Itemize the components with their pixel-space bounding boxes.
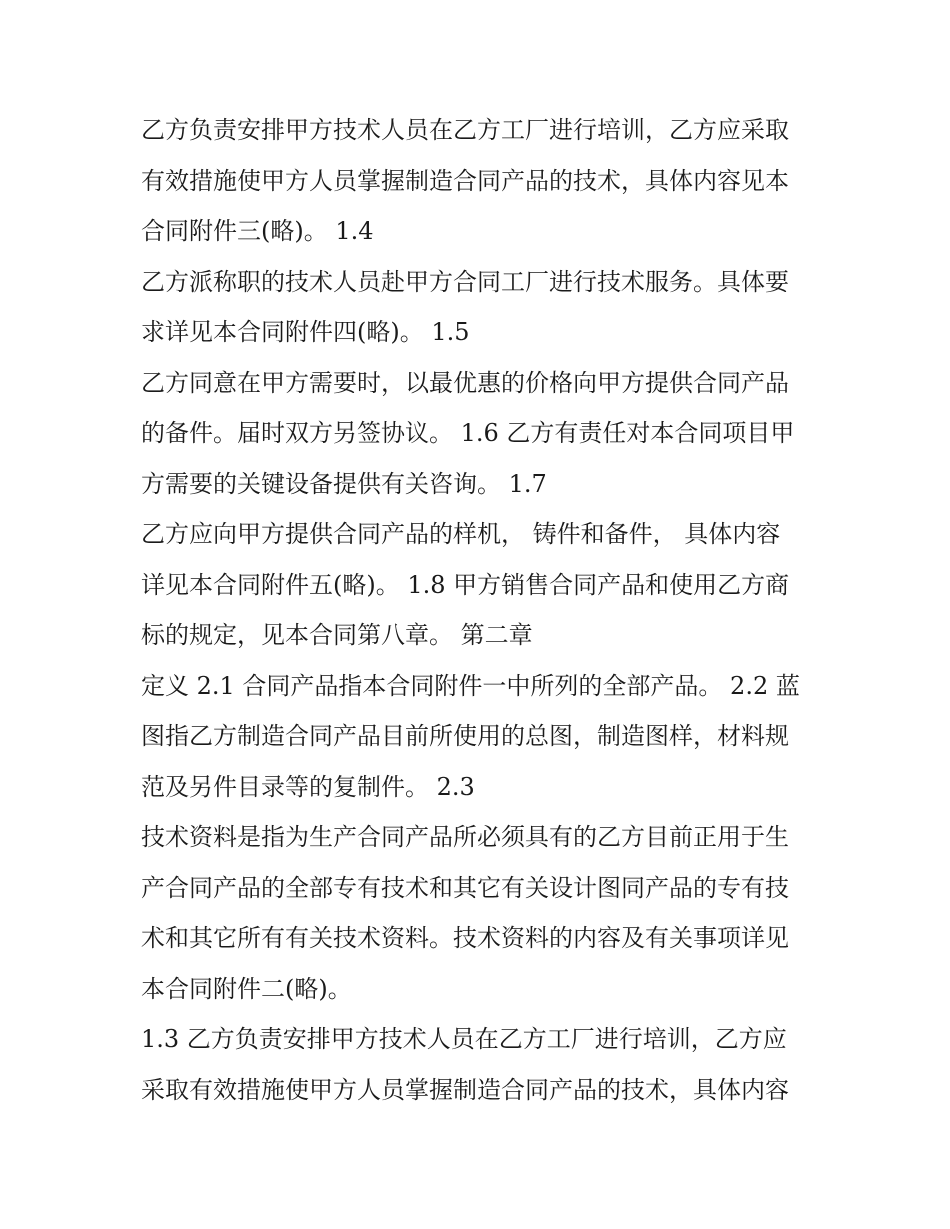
text-line: 标的规定，见本合同第八章。 第二章 — [141, 621, 533, 649]
text-line: 本合同附件二(略)。 — [141, 974, 352, 1003]
text-line: 定义 2.1 合同产品指本合同附件一中所列的全部产品。 2.2 蓝 — [141, 671, 800, 700]
text-line: 采取有效措施使甲方人员掌握制造合同产品的技术，具体内容 — [141, 1075, 789, 1104]
text-line: 求详见本合同附件四(略)。 1.5 — [141, 318, 470, 346]
text-line: 技术资料是指为生产合同产品所必须具有的乙方目前正用于生 — [141, 823, 789, 851]
text-line: 范及另件目录等的复制件。 2.3 — [141, 772, 475, 801]
text-line: 乙方同意在甲方需要时，以最优惠的价格向甲方提供合同产品 — [141, 368, 789, 397]
text-line: 产合同产品的全部专有技术和其它有关设计图同产品的专有技 — [141, 873, 789, 902]
text-line: 1.3 乙方负责安排甲方技术人员在乙方工厂进行培训，乙方应 — [141, 1025, 787, 1053]
text-line: 术和其它所有有关技术资料。技术资料的内容及有关事项详见 — [141, 924, 789, 952]
text-line: 图指乙方制造合同产品目前所使用的总图，制造图样，材料规 — [141, 722, 789, 750]
text-line: 有效措施使甲方人员掌握制造合同产品的技术，具体内容见本 — [141, 166, 789, 195]
text-line: 合同附件三(略)。 1.4 — [141, 217, 374, 245]
text-line: 的备件。届时双方另签协议。 1.6 乙方有责任对本合同项目甲 — [141, 419, 795, 447]
text-line: 乙方派称职的技术人员赴甲方合同工厂进行技术服务。具体要 — [141, 267, 789, 296]
text-line: 详见本合同附件五(略)。 1.8 甲方销售合同产品和使用乙方商 — [141, 570, 790, 599]
text-line: 方需要的关键设备提供有关咨询。 1.7 — [141, 469, 547, 498]
document-body — [141, 105, 821, 1115]
text-line: 乙方应向甲方提供合同产品的样机， 铸件和备件， 具体内容 — [141, 520, 781, 548]
text-line: 乙方负责安排甲方技术人员在乙方工厂进行培训，乙方应采取 — [141, 116, 789, 144]
